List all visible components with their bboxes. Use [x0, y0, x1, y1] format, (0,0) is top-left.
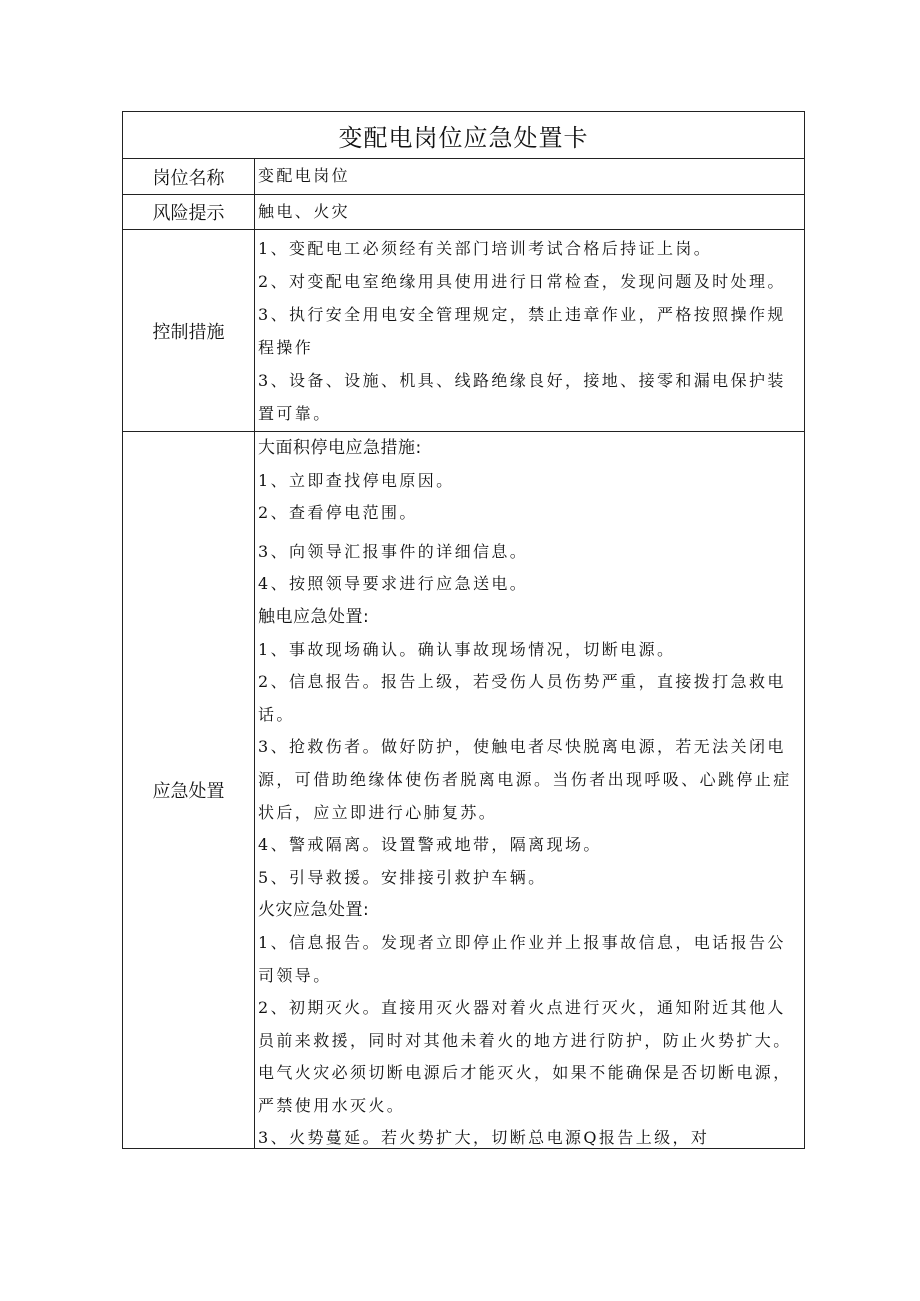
- risk-row: [123, 194, 804, 229]
- fire-item: 3、火势蔓延。若火势扩大，切断总电源Q报告上级，对: [258, 1128, 710, 1148]
- risk-value: 触电、火灾: [258, 202, 351, 221]
- shock-item: 5、引导救援。安排接引救护车辆。: [258, 867, 547, 887]
- fire-heading: 火灾应急处置:: [258, 900, 370, 921]
- blackout-item: 4、按照领导要求进行应急送电。: [258, 574, 529, 594]
- control-item: 1、变配电工必须经有关部门培训考试合格后持证上岗。: [258, 239, 713, 258]
- shock-item: 3、抢救伤者。做好防护，使触电者尽快脱离电源，若无法关闭电源，可借助绝缘体使伤者脱离电源。当伤者出现呼吸、心跳停止症状后，应立即进行心肺复苏。: [258, 737, 792, 822]
- post-name-row: [123, 158, 804, 194]
- emergency-card: [122, 111, 805, 1149]
- blackout-item: 3、向领导汇报事件的详细信息。: [258, 541, 529, 561]
- control-item: 2、对变配电室绝缘用具使用进行日常检查，发现问题及时处理。: [258, 272, 786, 291]
- post-name-value: 变配电岗位: [258, 166, 351, 185]
- emergency-row: [123, 431, 804, 1148]
- fire-item: 1、信息报告。发现者立即停止作业并上报事故信息，电话报告公司领导。: [258, 932, 786, 985]
- emergency-measures: [255, 432, 804, 1148]
- control-row: [123, 229, 804, 431]
- control-item: 3、执行安全用电安全管理规定，禁止违章作业，严格按照操作规程操作: [258, 305, 786, 357]
- control-label: 控制措施: [123, 230, 255, 431]
- emergency-label: 应急处置: [123, 432, 255, 1148]
- blackout-heading: 大面积停电应急措施:: [258, 438, 422, 458]
- control-measures: [255, 230, 804, 431]
- blackout-item: 2、查看停电范围。: [258, 503, 418, 523]
- shock-item: 1、事故现场确认。确认事故现场情况，切断电源。: [258, 639, 676, 659]
- post-name-label: 岗位名称: [123, 159, 255, 194]
- control-item: 3、设备、设施、机具、线路绝缘良好，接地、接零和漏电保护装置可靠。: [258, 371, 786, 423]
- shock-item: 2、信息报告。报告上级，若受伤人员伤势严重，直接拨打急救电话。: [258, 672, 786, 724]
- fire-item: 2、初期灭火。直接用灭火器对着火点进行灭火，通知附近其他人员前来救援，同时对其他未着火的地方进行防护，防止火势扩大。电气火灾必须切断电源后才能灭火，如果不能确保是否切断电源，严禁使用水灭火。: [258, 998, 792, 1115]
- shock-item: 4、警戒隔离。设置警戒地带，隔离现场。: [258, 835, 602, 855]
- card-title: 变配电岗位应急处置卡: [338, 123, 589, 152]
- blackout-item: 1、立即查找停电原因。: [258, 470, 455, 490]
- risk-label: 风险提示: [123, 195, 255, 229]
- shock-heading: 触电应急处置:: [258, 606, 370, 627]
